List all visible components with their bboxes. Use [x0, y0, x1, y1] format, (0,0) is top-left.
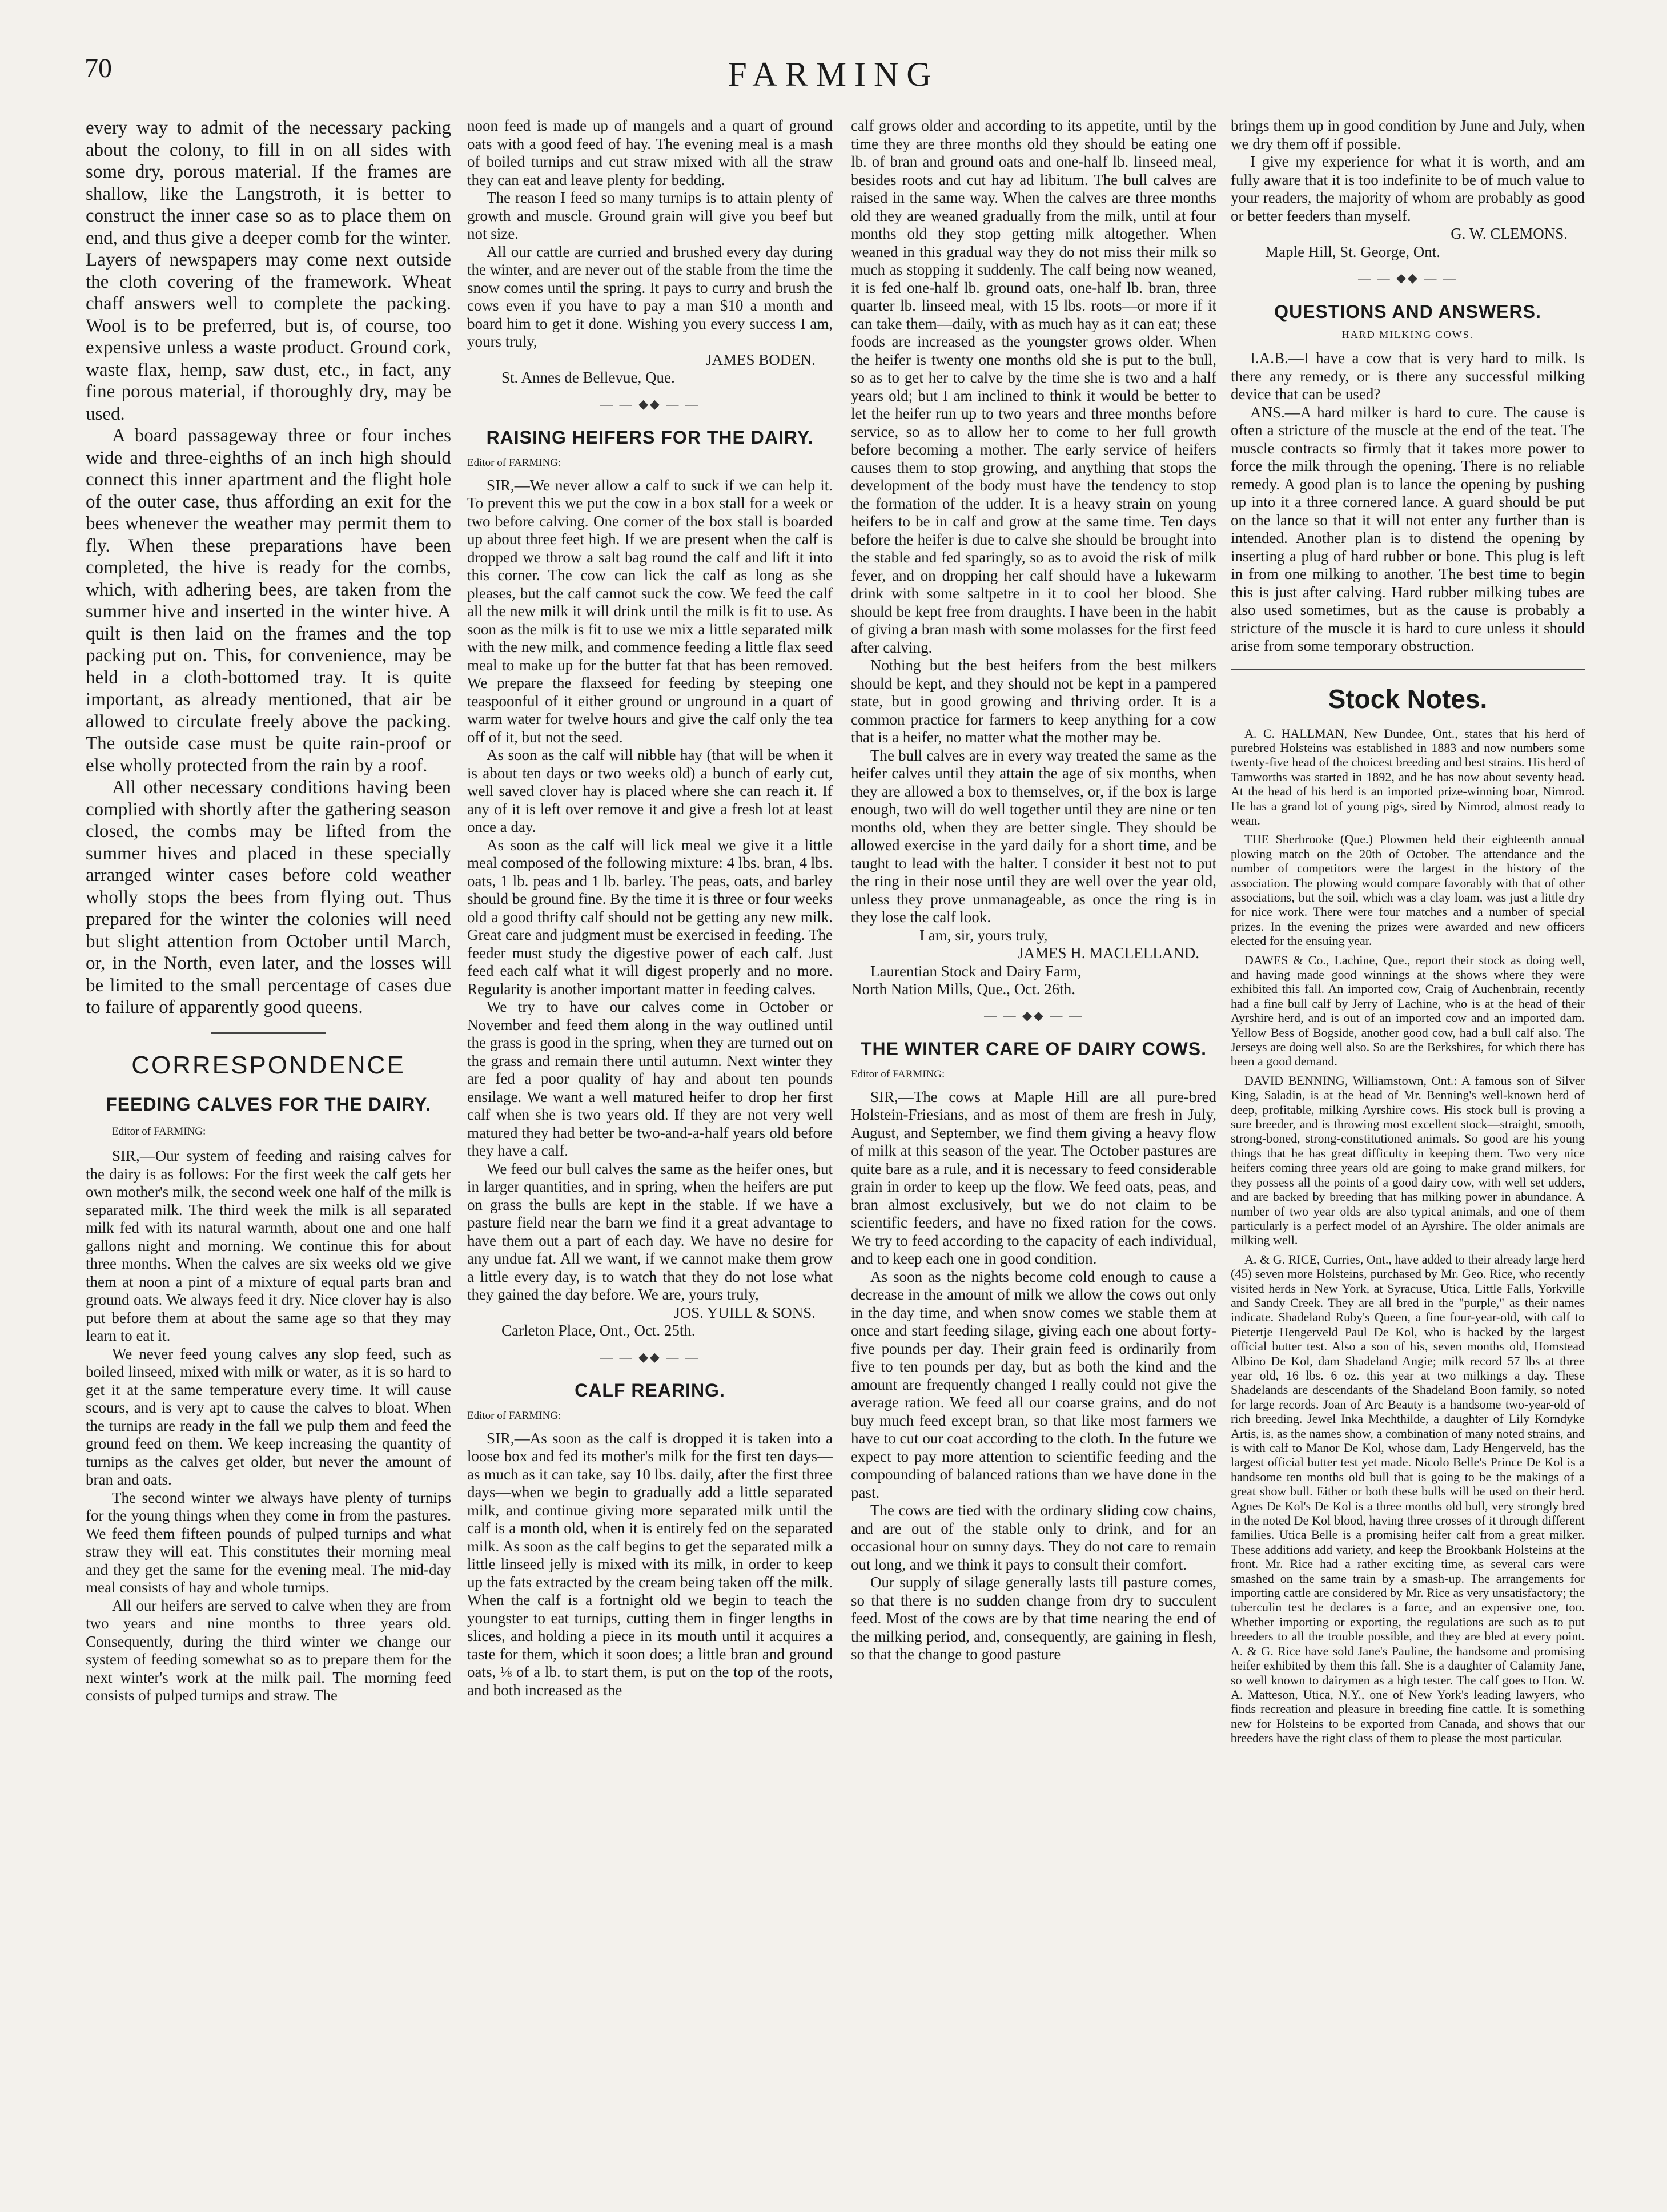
paragraph: SIR,—We never allow a calf to suck if we can help it. To prevent this we put the cow in a box stall for a week or two before calving. One corner of the box stall is boarded up about three feet high. If we are present when the calf is dropped we throw a salt bag round the calf and lift it into this corner. The cow can lick the calf as long as she pleases, but the calf cannot suck the cow. We feed the calf all the new milk it will drink until the milk is fit to use. As soon as the milk is fit to use we mix a little separated milk with the new milk, and commence feeding a little flax seed meal to make up for the butter fat that has been removed. We prepare the flaxseed for feeding by steeping one teaspoonful of it either ground or unground in a quart of warm water for twelve hours and give the calf only the tea off of it, but not the seed. [467, 476, 833, 746]
column-3 [851, 117, 1216, 1664]
page-number: 70 [85, 53, 112, 83]
section-divider [1231, 669, 1585, 670]
paragraph: SIR,—Our system of feeding and raising calves for the dairy is as follows: For the first week the calf gets her own mother's milk, the second week one half of the milk is separated milk. The third week the milk is all separated milk fed with its natural warmth, about one and one half gallons night and morning. We continue this for about three months. When the calves are six weeks old we give them at noon a pint of a mixture of equal parts bran and ground oats. We always feed it dry. Nice clover hay is also put before them at about the same age so that they may learn to eat it. [86, 1147, 451, 1344]
paragraph: every way to admit of the necessary packing about the colony, to fill in on all sides with some dry, porous material. If the frames are shallow, like the Langstroth, it is better to construct the inner case so as to place them on end, and thus give a deeper comb for the winter. Layers of newspapers may come next outside the cloth covering of the framework. Wheat chaff answers well to complete the packing. Wool is to be preferred, but is, of course, too expensive unless a waste product. Ground cork, waste flax, hemp, saw dust, etc., in fact, any fine porous material, if thoroughly dry, may be used. [86, 118, 451, 424]
paragraph: brings them up in good condition by June and July, when we dry them off if possible. [1231, 117, 1585, 152]
correspondence-heading: CORRESPONDENCE [131, 1051, 405, 1079]
place-line: Laurentian Stock and Dairy Farm, [870, 962, 1082, 980]
closing-line: I am, sir, yours truly, [919, 926, 1048, 944]
place-line: Maple Hill, St. George, Ont. [1265, 243, 1440, 260]
signature: JAMES H. MACLELLAND. [1017, 944, 1199, 962]
paragraph: We feed our bull calves the same as the heifer ones, but in larger quantities, and in spring, when the heifers are put on grass the bulls are kept in the stable. If we have a pasture field near the barn we find it a great advantage to have them out a part of each day. We have no desire for any undue fat. All we want, if we cannot make them grow a little every day, is to watch that they do not lose what they gained the day before. We are, yours truly, [467, 1160, 833, 1303]
section-divider [211, 1032, 326, 1034]
paragraph: SIR,—The cows at Maple Hill are all pure-bred Holstein-Friesians, and as most of them are fresh in July, August, and September, we find them giving a heavy flow of milk at this season of the year. The October pastures are quite bare as a rule, and it is necessary to feed considerable grain in order to keep up the flow. We feed oats, peas, and bran almost exclusively, but we do not claim to be scientific feeders, and have no fixed ration for the cows. We try to feed according to the capacity of each individual, and to keep each one in good condition. [851, 1088, 1216, 1267]
column-1 [86, 117, 451, 1705]
running-head: FARMING [728, 55, 939, 93]
paragraph: The cows are tied with the ordinary sliding cow chains, and are out of the stable only to drink, and for an occasional hour on sunny days. They do not care to remain out long, and we think it pays to consult their comfort. [851, 1502, 1216, 1573]
note-paragraph: DAWES & Co., Lachine, Que., report their stock as doing well, and having made good winnings at the shows where they were exhibited this fall. An imported cow, Craig of Auchenbrain, recently had a fine bull calf by Jerry of Lachine, who is at the head of their Ayrshire herd, and is out of an imported cow and an imported dam. Yellow Bess of Bogside, another good cow, had a bull calf also. The Jerseys are doing well also. So are the Berkshires, for which there has been a good demand. [1231, 952, 1585, 1069]
stock-notes-heading: Stock Notes. [1328, 683, 1488, 714]
stock-notes [1231, 726, 1585, 1746]
paragraph: Nothing but the best heifers from the best milkers should be kept, and they should not be kept in a pampered state, but in good growing and thriving order. It is a common practice for farmers to keep anything for a cow that is a heifer, no matter what the mother may be. [851, 657, 1216, 746]
paragraph: calf grows older and according to its appetite, until by the time they are three months old they should be eating one lb. of bran and ground oats and one-half lb. linseed meal, besides roots and cut hay ad libitum. The bull calves are raised in the same way. When the calves are three months old they are weaned gradually from the milk, until at four months old they stop getting milk altogether. When weaned in this gradual way they do not miss their milk so much as stopping it suddenly. The calf being now weaned, it is fed one-half lb. ground oats, one-half lb. bran, three quarter lb. linseed meal, with 15 lbs. roots—or more if it can take them—daily, with as much hay as it can eat; these foods are increased as the youngster grows older. When the heifer is twenty one months old she is put to the bull, so as to get her to calve by the time she is two and a half years old; but I am inclined to think it would be better to let the heifer run up to two years and three months before service, so as to allow her to come to her full growth before becoming a mother. The early service of heifers causes them to stop growing, and anything that stops the development of the body must have the tendency to stop the formation of the udder. It is a heavy strain on young heifers to be in calf and grow at the same time. Ten days before the heifer is due to calve she should be brought into the stable and fed sparingly, so as to avoid the risk of milk fever, and on dropping her calf should have a lukewarm drink with some saltpetre in it to cool her blood. She should be kept free from draughts. I have been in the habit of giving a bran mash with some molasses for the first feed after calving. [851, 117, 1216, 656]
place-line: North Nation Mills, Que., Oct. 26th. [851, 980, 1075, 998]
qa-subheading: HARD MILKING COWS. [1341, 328, 1474, 340]
paragraph: noon feed is made up of mangels and a quart of ground oats with a good feed of hay. The evening meal is a mash of boiled turnips and cut straw mixed with all the straw they can eat and leave plenty for bedding. [467, 117, 833, 188]
paragraph: The reason I feed so many turnips is to attain plenty of growth and muscle. Ground grain will give you beef but not size. [467, 189, 833, 242]
note-paragraph: THE Sherbrooke (Que.) Plowmen held their eighteenth annual plowing match on the 20th of October. The attendance and the number of competitors were the largest in the history of the association. The plowing would compare favorably with that of other associations, but the soil, which was a clay loam, was just a little dry for nice work. There were four matches and a number of special prizes. In the evening the prizes were awarded and new officers elected for the ensuing year. [1231, 832, 1585, 948]
paragraph: As soon as the nights become cold enough to cause a decrease in the amount of milk we allow the cows out only in the day time, and when snow comes we stable them at once and start feeding silage, giving each one about forty-five pounds per day. Their grain feed is ordinarily from five to ten pounds per day, but as both the kind and the amount are frequently changed I really could not give the average ration. We feed all our coarse grains, and do not buy much feed except bran, so that like most farmers we have to cut our coat according to the cloth. In the future we expect to pay more attention to scientific feeding and the compounding of balanced rations than we have done in the past. [851, 1268, 1216, 1501]
article-heading: THE WINTER CARE OF DAIRY COWS. [861, 1039, 1207, 1059]
paragraph: ANS.—A hard milker is hard to cure. The cause is often a stricture of the muscle at the end of the teat. The muscle contracts so firmly that it takes more power to force the milk through the opening. There is no reliable remedy. A good plan is to lance the opening by pushing up into it a three cornered lance. A guard should be put on the lance so that it will not enter any further than is intended. Another plan is to distend the opening by inserting a plug of hard rubber or bone. This plug is left in from one milking to another. The best time to begin this is just after calving. Hard rubber milking tubes are also used sometimes, but as the cause is probably a stricture of the muscle it is hard to cure unless it should arise from some temporary obstruction. [1231, 403, 1585, 654]
ornament-divider: — — ◆◆ — — [600, 1349, 700, 1364]
column-2 [467, 117, 833, 1699]
column-4 [1231, 117, 1585, 1750]
qa-heading: QUESTIONS AND ANSWERS. [1274, 301, 1541, 322]
paragraph: As soon as the calf will nibble hay (that will be when it is about ten days or two weeks old) a bunch of early cut, well saved clover hay is placed where she can reach it. If any of it is left over remove it and give a fresh lot at least once a day. [467, 746, 833, 835]
article-heading: CALF REARING. [575, 1380, 725, 1401]
editor-line: Editor of FARMING: [851, 1068, 945, 1080]
article-heading: FEEDING CALVES FOR THE DAIRY. [106, 1093, 431, 1115]
signature: JOS. YUILL & SONS. [674, 1304, 816, 1321]
note-paragraph: A. & G. RICE, Curries, Ont., have added to their already large herd (45) seven more Holsteins, purchased by Mr. Geo. Rice, who recently visited herds in New York, at Syracuse, Utica, Little Falls, Yorkville and Sandy Creek. They are all bred in the "purple," as their names indicate. Shadeland Ruby's Queen, a fine four-year-old, with calf to Pietertje Hengerveld Paul De Kol, who is backed by the largest official butter test. Also a son of his, seven months old, Homstead Albino De Kol, dam Shadeland Angie; milk record 57 lbs at three year old, 16 lbs. 6 oz. this year at two milkings a day. These Shadelands are descendants of the Shadeland Boon family, so noted for large records. Joan of Arc Beauty is a handsome two-year-old of rich breeding. Jewel Inka Mechthilde, a daughter of Lily Korndyke Artis, is, as the names show, a combination of many noted strains, and is with calf to Manor De Kol, whose dam, Lady Hengerveld, has the largest official butter test yet made. Nicolo Belle's Prince De Kol is a handsome ten months old bull that is going to be the makings of a great show bull. Either or both these bulls will be used on their herd. Agnes De Kol's De Kol is a three months old bull, very strongly bred in the noted De Kol blood, having three crosses of it through different families. Utica Belle is a promising heifer calf from a great milker. These additions add variety, and keep the Brookbank Holsteins at the front. Mr. Rice had a rather exciting time, as several cars were smashed on the same train by a smash-up. The arrangements for importing cattle are considered by Mr. Rice as very unsatisfactory; the tuberculin test he declares is a farce, and an expensive one, too. Whether importing or exporting, the regulations are such as to put breeders to all the trouble possible, and they are bled at every point. A. & G. Rice have sold Jane's Pauline, the handsome and promising heifer exhibited by them this fall. She is a daughter of Calamity Jane, so well known to dairymen as a high tester. The calf goes to Hon. W. A. Matteson, Utica, N.Y., one of New York's leading lawyers, who finds recreation and pleasure in breeding fine cattle. It is something new for Holsteins to be exported from Canada, and shows that our breeders have the right class of them to please the most particular. [1231, 1252, 1585, 1746]
ornament-divider: — — ◆◆ — — [600, 396, 700, 411]
paragraph: A board passageway three or four inches wide and three-eighths of an inch high should connect this inner apartment and the flight hole of the outer case, thus affording an exit for the bees whenever the weather may permit them to fly. When these preparations have been completed, the hive is ready for the combs, which, with adhering bees, are taken from the summer hive and inserted in the winter hive. A quilt is then laid on the frames and the top packing put on. This, for convenience, may be held in a cloth-bottomed tray. It is quite important, as already mentioned, that air be allowed to circulate freely above the packing. The outside case must be quite rain-proof or else wholly protected from the rain by a roof. [86, 425, 451, 776]
editor-line: Editor of FARMING: [112, 1125, 206, 1137]
paragraph: SIR,—As soon as the calf is dropped it is taken into a loose box and fed its mother's milk for the first ten days—as much as it can take, say 10 lbs. daily, after the first three days—when we begin to gradually add a little separated milk, and continue giving more separated milk until the calf is a month old, when it is entirely fed on the separated milk. As soon as the calf begins to get the separated milk a little linseed jelly is mixed with its milk, in order to keep up the fats extracted by the cream being taken off the milk. When the calf is a fortnight old we begin to teach the youngster to eat turnips, cutting them in finger lengths in slices, and holding a piece in its mouth until it acquires a taste for them, which it soon does; a little bran and ground oats, ⅛ of a lb. to start them, is put on the top of the roots, and both increased as the [467, 1429, 833, 1699]
paragraph: All our heifers are served to calve when they are from two years and nine months to three years old. Consequently, during the third winter we change our system of feeding somewhat so as to prepare them for the next winter's work at the milk pail. The morning feed consists of pulped turnips and straw. The [86, 1596, 451, 1704]
paragraph: We never feed young calves any slop feed, such as boiled linseed, mixed with milk or water, as it is so hard to get it at the same temperature every time. It will cause scours, and is very apt to cause the calves to bloat. When the turnips are ready in the fall we pulp them and feed the ground feed on them. We keep increasing the quantity of turnips as the calves get older, but never the amount of bran and oats. [86, 1345, 451, 1488]
paragraph: The second winter we always have plenty of turnips for the young things when they come in from the pastures. We feed them fifteen pounds of pulped turnips and what straw they will eat. This constitutes their morning meal and they get the same for the evening meal. The mid-day meal consists of hay and whole turnips. [86, 1489, 451, 1596]
paragraph: We try to have our calves come in October or November and feed them along in the way outlined until the grass is good in the spring, when they are turned out on the grass and remain there until autumn. Next winter they are fed a poor quality of hay and about ten pounds ensilage. We want a well matured heifer to drop her first calf when she is two years old. If they are not very well matured they had better be two-and-a-half years old before they have a calf. [467, 998, 833, 1159]
note-paragraph: A. C. HALLMAN, New Dundee, Ont., states that his herd of purebred Holsteins was established in 1883 and now numbers some twenty-five head of the choicest breeding and best strains. His herd of Tamworths was started in 1892, and he has now about seventy head. At the head of his herd is an imported prize-winning boar, Nimrod. He has a grand lot of young pigs, sired by Nimrod, almost ready to wean. [1231, 726, 1585, 827]
paragraph: I.A.B.—I have a cow that is very hard to milk. Is there any remedy, or is there any successful milking device that can be used? [1231, 349, 1585, 403]
paragraph: I give my experience for what it is worth, and am fully aware that it is too indefinite to be of much value to your readers, the majority of whom are probably as good or better feeders than myself. [1231, 153, 1585, 224]
editor-line: Editor of FARMING: [467, 457, 561, 469]
paragraph: As soon as the calf will lick meal we give it a little meal composed of the following mixture: 4 lbs. bran, 4 lbs. oats, 1 lb. peas and 1 lb. barley. The peas, oats, and barley should be ground fine. By the time it is three or four weeks old a good thrifty calf should not be getting any new milk. Great care and judgment must be exercised in feeding. The feeder must study the digestive power of each calf. Just feed each calf what it will digest properly and no more. Regularity is another important matter in feeding calves. [467, 836, 833, 998]
paragraph: All our cattle are curried and brushed every day during the winter, and are never out of the stable from the time the snow comes until the spring. It pays to curry and brush the cows even if you have to pay a man $10 a month and board him to get it done. Wishing you every success I am, yours truly, [467, 243, 833, 350]
editor-line: Editor of FARMING: [467, 1410, 561, 1422]
article-heading: RAISING HEIFERS FOR THE DAIRY. [486, 427, 814, 448]
ornament-divider: — — ◆◆ — — [984, 1008, 1083, 1023]
signature: JAMES BODEN. [705, 351, 816, 368]
paragraph: The bull calves are in every way treated the same as the heifer calves until they attain the age of six months, when they are allowed a box to themselves, or, if the box is large enough, two will do well together until they are nine or ten months old, when they are better single. They should be allowed exercise in the yard daily for a short time, and be taught to lead with the halter. I consider it best not to put the ring in their nose until they are well over the year old, unless they prove unmanageable, as once the ring is in they lose the calf look. [851, 746, 1216, 926]
place-line: St. Annes de Bellevue, Que. [501, 369, 675, 386]
ornament-divider: — — ◆◆ — — [1358, 271, 1457, 285]
signature: G. W. CLEMONS. [1451, 225, 1568, 242]
paragraph: Our supply of silage generally lasts till pasture comes, so that there is no sudden change from dry to succulent feed. Most of the cows are by that time nearing the end of the milking period, and, consequently, are gaining in flesh, so that the change to good pasture [851, 1574, 1216, 1663]
place-line: Carleton Place, Ont., Oct. 25th. [501, 1322, 696, 1339]
paragraph: All other necessary conditions having been complied with shortly after the gathering season closed, the combs may be lifted from the summer hives and placed in these specially arranged winter cases before cold weather wholly stops the bees from flying out. Thus prepared for the winter the colonies will need but slight attention from October until March, or, in the North, even later, and the losses will be limited to the small percentage of cases due to failure of apparently good queens. [86, 777, 451, 1017]
note-paragraph: DAVID BENNING, Williamstown, Ont.: A famous son of Silver King, Saladin, is at the head of Mr. Benning's well-known herd of deep, profitable, milking Ayrshire cows. His stock bull is proving a sure breeder, and is throwing most excellent stock—straight, smooth, strong-boned, strong-constitutioned animals. So good are his young things that he has great difficulty in keeping them. Two very nice heifers coming three years old are going to make grand milkers, for they possess all the points of a good dairy cow, with well set udders, and are backed by breeding that has milking power in abundance. A number of two year olds are also typical animals, and one of them particularly is a perfect model of an Ayrshire. The older animals are milking well. [1231, 1073, 1585, 1248]
